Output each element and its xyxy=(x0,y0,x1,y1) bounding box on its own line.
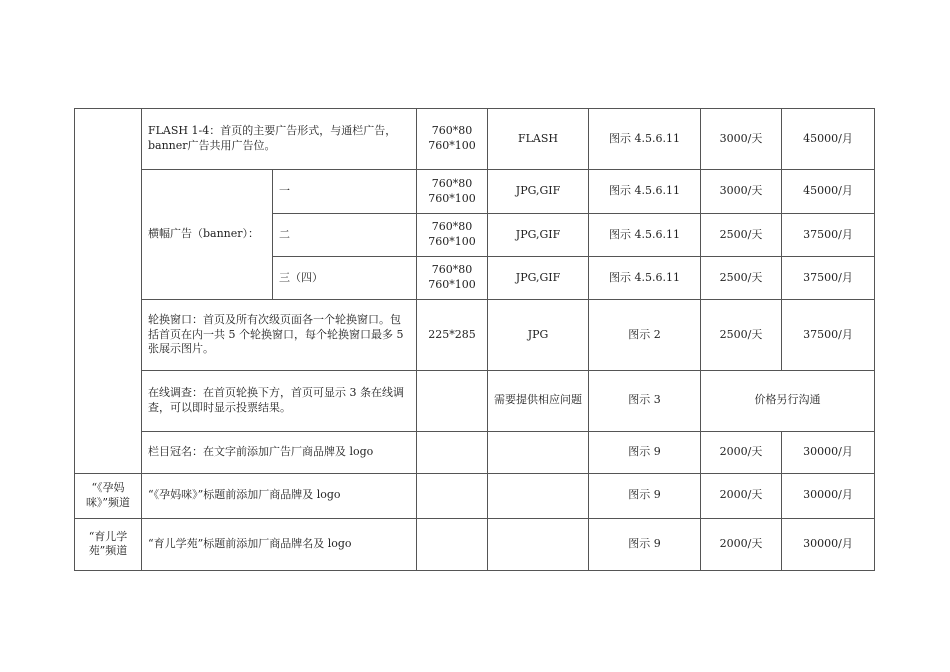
table-row xyxy=(75,370,875,431)
pregnant-example: 图示 9 xyxy=(589,473,701,518)
banner-daily: 3000/天 xyxy=(701,170,782,214)
flash-desc: FLASH 1-4：首页的主要广告形式，与通栏广告，banner广告共用广告位。 xyxy=(142,109,417,170)
table-row xyxy=(75,431,875,473)
rotation-size: 225*285 xyxy=(417,300,488,370)
size-value: 760*80 xyxy=(431,124,473,138)
column-monthly: 30000/月 xyxy=(782,431,875,473)
parenting-channel: “育儿学苑”频道 xyxy=(75,518,142,570)
flash-monthly: 45000/月 xyxy=(782,109,875,170)
parenting-daily: 2000/天 xyxy=(701,518,782,570)
size-value: 760*100 xyxy=(428,235,476,249)
pregnant-desc: “《孕妈咪》”标题前添加厂商品牌及 logo xyxy=(142,473,417,518)
table-row xyxy=(75,518,875,570)
parenting-size-empty xyxy=(417,518,488,570)
survey-price: 价格另行沟通 xyxy=(701,370,875,431)
survey-example: 图示 3 xyxy=(589,370,701,431)
ad-pricing-table xyxy=(74,108,875,571)
pregnant-format-empty xyxy=(488,473,589,518)
size-value: 760*100 xyxy=(428,139,476,153)
banner-format: JPG,GIF xyxy=(488,214,589,257)
size-value: 760*80 xyxy=(431,220,473,234)
table-row xyxy=(75,300,875,370)
size-value: 760*80 xyxy=(431,176,473,190)
banner-format: JPG,GIF xyxy=(488,170,589,214)
survey-size-empty xyxy=(417,370,488,431)
banner-sub-name: 二 xyxy=(273,214,417,257)
pregnant-daily: 2000/天 xyxy=(701,473,782,518)
column-size-empty xyxy=(417,431,488,473)
flash-format: FLASH xyxy=(488,109,589,170)
banner-size xyxy=(417,257,488,300)
banner-monthly: 37500/月 xyxy=(782,257,875,300)
banner-example: 图示 4.5.6.11 xyxy=(589,257,701,300)
flash-size xyxy=(417,109,488,170)
rotation-daily: 2500/天 xyxy=(701,300,782,370)
banner-sub-name: 三（四） xyxy=(273,257,417,300)
size-value: 760*80 xyxy=(431,263,473,277)
pregnant-size-empty xyxy=(417,473,488,518)
column-example: 图示 9 xyxy=(589,431,701,473)
banner-format: JPG,GIF xyxy=(488,257,589,300)
survey-format: 需要提供相应问题 xyxy=(488,370,589,431)
rotation-example: 图示 2 xyxy=(589,300,701,370)
table-row xyxy=(75,109,875,170)
size-value: 760*100 xyxy=(428,191,476,205)
banner-label: 横幅广告（banner）： xyxy=(142,170,273,300)
rotation-desc: 轮换窗口：首页及所有次级页面各一个轮换窗口。包括首页在内一共 5 个轮换窗口，每个轮换窗口最多 5 张展示图片。 xyxy=(142,300,417,370)
rotation-format: JPG xyxy=(488,300,589,370)
survey-desc: 在线调查：在首页轮换下方，首页可显示 3 条在线调查，可以即时显示投票结果。 xyxy=(142,370,417,431)
banner-monthly: 45000/月 xyxy=(782,170,875,214)
pregnant-channel: “《孕妈咪》”频道 xyxy=(75,473,142,518)
banner-sub-name: 一 xyxy=(273,170,417,214)
flash-example: 图示 4.5.6.11 xyxy=(589,109,701,170)
banner-daily: 2500/天 xyxy=(701,257,782,300)
banner-example: 图示 4.5.6.11 xyxy=(589,170,701,214)
channel-cell-empty xyxy=(75,109,142,474)
banner-size xyxy=(417,170,488,214)
parenting-format-empty xyxy=(488,518,589,570)
banner-monthly: 37500/月 xyxy=(782,214,875,257)
table-row xyxy=(75,473,875,518)
rotation-monthly: 37500/月 xyxy=(782,300,875,370)
table-row xyxy=(75,170,875,214)
parenting-monthly: 30000/月 xyxy=(782,518,875,570)
parenting-example: 图示 9 xyxy=(589,518,701,570)
banner-daily: 2500/天 xyxy=(701,214,782,257)
column-desc: 栏目冠名：在文字前添加广告厂商品牌及 logo xyxy=(142,431,417,473)
parenting-desc: “育儿学苑”标题前添加厂商品牌名及 logo xyxy=(142,518,417,570)
banner-size xyxy=(417,214,488,257)
column-format-empty xyxy=(488,431,589,473)
column-daily: 2000/天 xyxy=(701,431,782,473)
banner-example: 图示 4.5.6.11 xyxy=(589,214,701,257)
flash-daily: 3000/天 xyxy=(701,109,782,170)
size-value: 760*100 xyxy=(428,278,476,292)
pregnant-monthly: 30000/月 xyxy=(782,473,875,518)
